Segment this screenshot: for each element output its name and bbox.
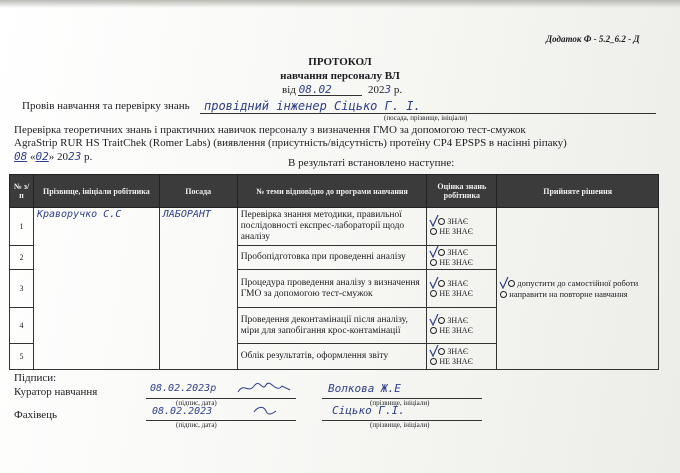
decision-cell: допустити до самостійної роботи направити на повторне навчання bbox=[497, 208, 659, 370]
header-assessment: Оцінка знань робітника bbox=[427, 175, 497, 208]
table-row: 3 Процедура проведення аналізу з визначення ГМО за допомогою тест-смужок ЗНАЄ НЕ ЗНАЄ bbox=[10, 270, 659, 308]
header-decision: Прийняте рішення bbox=[497, 175, 659, 208]
appendix-label: Додаток Ф - 5.2_6.2 - Д bbox=[546, 34, 640, 44]
assessment-cell: ЗНАЄ НЕ ЗНАЄ bbox=[427, 344, 497, 370]
specialist-signature-icon bbox=[252, 404, 278, 418]
curator-date-underline bbox=[146, 398, 296, 399]
radio-knows[interactable] bbox=[438, 317, 445, 324]
radio-knows[interactable] bbox=[438, 348, 445, 355]
radio-knows[interactable] bbox=[438, 249, 445, 256]
assessment-cell: ЗНАЄ НЕ ЗНАЄ bbox=[427, 308, 497, 344]
assessment-table bbox=[9, 174, 659, 370]
date-year: 2023 р. bbox=[368, 83, 403, 96]
description-line-1: Перевірка теоретичних знань і практичних навичок персоналу з визначення ГМО за допомогою тест-смужок bbox=[14, 124, 526, 136]
table-row: 2 Пробопідготовка при проведенні аналізу ЗНАЄ НЕ ЗНАЄ bbox=[10, 246, 659, 270]
specialist-label: Фахівець bbox=[14, 409, 58, 421]
check-mark-icon bbox=[430, 250, 436, 256]
conducted-by-label: Провів навчання та перевірку знань bbox=[22, 100, 190, 112]
employee-position: ЛАБОРАНТ bbox=[162, 209, 211, 220]
table-row: 5 Облік результатів, оформлення звіту ЗНАЄ НЕ ЗНАЄ bbox=[10, 344, 659, 370]
employee-name: Краворучко С.С bbox=[36, 209, 122, 220]
page-edge-shadow bbox=[0, 0, 680, 8]
topic-text: Пробопідготовка при проведенні аналізу bbox=[237, 246, 427, 270]
radio-retrain[interactable] bbox=[500, 291, 507, 298]
check-mark-icon bbox=[430, 281, 436, 287]
check-mark-icon bbox=[430, 219, 436, 225]
curator-signature-icon bbox=[236, 380, 292, 396]
conducted-by-handwritten: провідний інженер Сіцько Г. І. bbox=[204, 99, 421, 113]
header-num: № з/п bbox=[10, 175, 34, 208]
specialist-name-caption: (прізвище, ініціали) bbox=[370, 421, 430, 429]
assessment-cell: ЗНАЄ НЕ ЗНАЄ bbox=[427, 270, 497, 308]
result-intro: В результаті встановлено наступне: bbox=[288, 157, 455, 169]
description-line-2: AgraStrip RUR HS TraitChek (Romer Labs) (виявлення (присутність/відсутність) протеїну CP4 EPSPS в насінні ріпаку) bbox=[14, 137, 567, 149]
header-topic: № теми відповідно до програми навчання bbox=[237, 175, 427, 208]
employee-name-cell bbox=[33, 208, 159, 370]
topic-text: Облік результатів, оформлення звіту bbox=[237, 344, 427, 370]
employee-position-cell bbox=[159, 208, 237, 370]
header-position: Посада bbox=[159, 175, 237, 208]
table-header-row bbox=[10, 175, 659, 208]
handwritten-date: 08.02 bbox=[298, 83, 332, 96]
date-underline bbox=[298, 95, 362, 96]
conducted-by-caption: (посада, прізвище, ініціали) bbox=[384, 114, 468, 122]
row-number: 1 bbox=[10, 208, 34, 246]
protocol-subtitle: навчання персоналу ВЛ bbox=[280, 70, 400, 82]
specialist-date-underline bbox=[146, 420, 296, 421]
radio-does-not-know[interactable] bbox=[430, 290, 437, 297]
check-mark-icon bbox=[500, 281, 506, 287]
topic-text: Проведення деконтамінації після аналізу, міри для запобігання крос-контамінації bbox=[237, 308, 427, 344]
date-prefix: від bbox=[282, 84, 296, 96]
header-name: Прізвище, ініціали робітника bbox=[33, 175, 159, 208]
specialist-caption: (підпис, дата) bbox=[176, 421, 217, 429]
curator-label: Куратор навчання bbox=[14, 386, 98, 398]
curator-name-caption: (прізвище, ініціали) bbox=[370, 399, 430, 407]
radio-does-not-know[interactable] bbox=[430, 259, 437, 266]
topic-text: Процедура проведення аналізу з визначення ГМО за допомогою тест-смужок bbox=[237, 270, 427, 308]
radio-admit[interactable] bbox=[508, 280, 515, 287]
protocol-title: ПРОТОКОЛ bbox=[308, 56, 372, 68]
radio-does-not-know[interactable] bbox=[430, 358, 437, 365]
check-mark-icon bbox=[430, 318, 436, 324]
description-date: 08 «02» 2023 р. bbox=[14, 150, 93, 163]
topic-text: Перевірка знання методики, правильної послідовності експрес-лабораторії щодо аналізу bbox=[237, 208, 427, 246]
radio-knows[interactable] bbox=[438, 280, 445, 287]
curator-name: Волкова Ж.Е bbox=[328, 382, 401, 395]
curator-caption: (підпис, дата) bbox=[176, 399, 217, 407]
table-row bbox=[10, 208, 659, 246]
assessment-cell: ЗНАЄ НЕ ЗНАЄ bbox=[427, 208, 497, 246]
specialist-name: Сіцько Г.І. bbox=[332, 404, 405, 417]
radio-does-not-know[interactable] bbox=[430, 327, 437, 334]
table-row: 4 Проведення деконтамінації після аналізу, міри для запобігання крос-контамінації ЗНАЄ НЕ ЗНАЄ bbox=[10, 308, 659, 344]
curator-date: 08.02.2023р bbox=[150, 383, 217, 394]
assessment-cell: ЗНАЄ НЕ ЗНАЄ bbox=[427, 246, 497, 270]
radio-knows[interactable] bbox=[438, 218, 445, 225]
check-mark-icon bbox=[430, 349, 436, 355]
signatures-label: Підписи: bbox=[14, 372, 57, 384]
specialist-date: 08.02.2023 bbox=[152, 406, 213, 417]
radio-does-not-know[interactable] bbox=[430, 228, 437, 235]
